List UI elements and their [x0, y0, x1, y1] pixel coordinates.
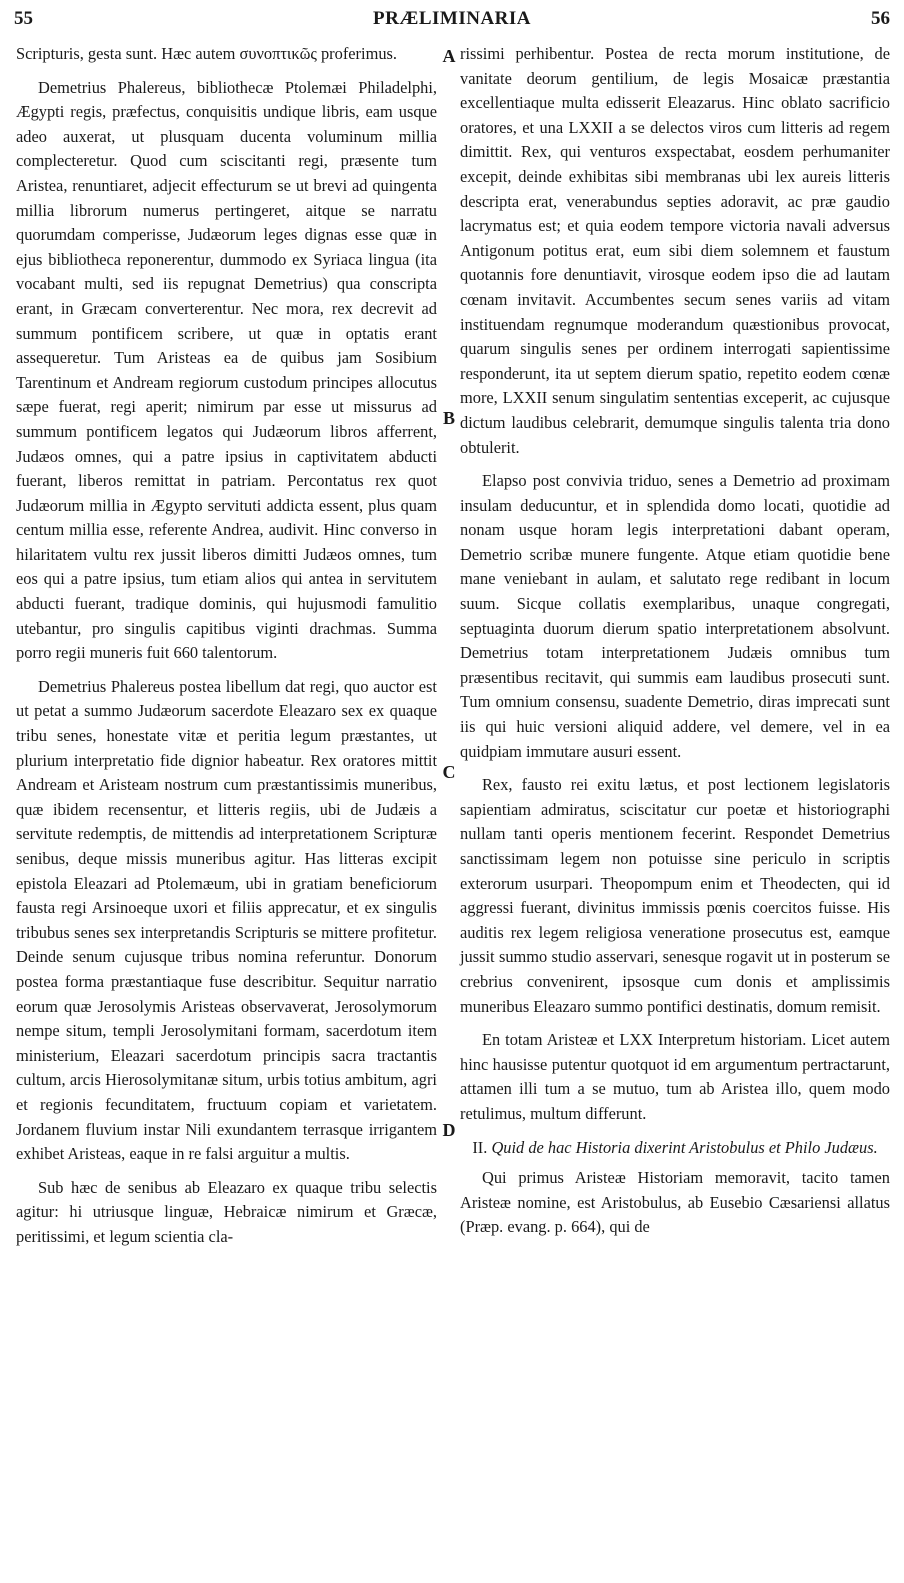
- paragraph: En totam Aristeæ et LXX Interpretum historiam. Licet autem hinc hausisse putentur quotquot id em argumentum pertractarunt, attamen illi tum a se mutuo, tum ab Aristea illo, quem modo retulimus, multum differunt.: [460, 1030, 890, 1123]
- section-heading: [460, 1136, 890, 1161]
- margin-marker-c: C: [442, 762, 456, 782]
- paragraph: Qui primus Aristeæ Historiam memoravit, tacito tamen Aristeæ nomine, est Aristobulus, ab Eusebio Cæsariensi allatus (Præp. evang. p. 664), qui de: [460, 1168, 890, 1237]
- page-number-left: 55: [14, 8, 33, 29]
- running-title: PRÆLIMINARIA: [373, 8, 531, 29]
- margin-marker-a: A: [442, 46, 456, 66]
- paragraph: Demetrius Phalereus postea libellum dat regi, quo auctor est ut petat a summo Judæorum sacerdote Eleazaro sex ex quaque tribu senes, honestate vitæ et peritia legum præstantes, ut plurium interpretatio fide dignior habeatur. Rex oratores mittit Andream et Aristeam nostrum cum præstantissimis muneribus, quæ ibidem recensentur, et litteris regiis, ubi de Judæis a servitute redemptis, de mittendis ad interpretationem Scripturæ senibus, deque missis muneribus agitur. Has litteras excipit epistola Eleazari ad Ptolemæum, ubi in gratiam beneficiorum fausta regi Arsinoeque uxori et filiis apprecatur, et ex singulis tribubus senes sex interpretandis Scripturis se mittere profitetur. Deinde senum cujusque tribus nomina referuntur. Donorum postea forma præstantiaque fuse describitur. Sequitur narratio eorum quæ Jerosolymis Aristeas observaverat, Jerosolymorum nempe situm, templi Jerosolymitani formam, sacerdotum item ministerium, Eleazari sacerdotum principis sacra tractantis cultum, arcis Hierosolymitanæ situm, urbis totius ambitum, agri et regionis fecunditatem, fructuum copiam et varietatem. Jordanem fluvium instar Nili exundantem terrasque irrigantem exhibet Aristeas, eaque in re falsi arguitur a multis.: [16, 676, 437, 1164]
- margin-marker-d: D: [442, 1120, 456, 1140]
- page-number-right: 56: [871, 8, 890, 29]
- page-header: [0, 4, 904, 34]
- section-number: II.: [472, 1137, 488, 1157]
- left-column: [16, 42, 437, 1259]
- paragraph: Sub hæc de senibus ab Eleazaro ex quaque tribu selectis agitur: hi utriusque linguæ, Hebraicæ nimirum et Græcæ, peritissimi, et legum scientia cla-: [16, 1177, 437, 1246]
- paragraph: rissimi perhibentur. Postea de recta morum institutione, de vanitate deorum gentilium, de legis Mosaicæ præstantia excellentiaque multa edisserit Eleazarus. Hinc oblato sacrificio oratores, et una LXXII a se delectos viros cum litteris ad regem dimittit. Rex, qui venturos exspectabat, eosdem perhumaniter excepit, deinde exhibitas sibi membranas ubi lex aureis litteris descripta erat, venerabundus septies adoravit, ac præ gaudio lacrymatus est; et quia eodem tempore victoria navali adversus Antigonum potitus erat, eum sibi diem solemnem et faustum quotannis fore denuntiavit, virosque eodem ipso die ad lautam cœnam invitavit. Accumbentes secum senes variis ad vitam instituendam regnumque moderandum quæstionibus provocat, quarum singulis senes per ordinem interrogati sapientissime responderunt, ita ut septem dierum spatio, repetito eodem cœnæ more, LXXII senum singulatim sententias exceperit, ac cujusque dictum laudibus celebrarit, demumque singulis talenta tria dono obtulerit.: [460, 44, 890, 457]
- section-title: Quid de hac Historia dixerint Aristobulus et Philo Judæus.: [491, 1137, 878, 1157]
- paragraph: Elapso post convivia triduo, senes a Demetrio ad proximam insulam deducuntur, et in splendida domo locati, quotidie ad nonam usque horam legis interpretationi dabant operam, Demetrio scribæ munere fungente. Atque etiam quotidie bene mane veniebant in aulam, et salutato rege redibant in locum suum. Sicque collatis exemplaribus, unaque congregati, septuaginta duorum dierum spatio interpretationem absolvunt. Demetrius totam interpretationem Judæis omnibus tum præsentibus recitavit, qui summis eam laudibus prosecuti sunt. Tum omnium consensu, suadente Demetrio, diras imprecati sunt iis qui huic versioni aliquid addere, vel demere, vel in ea quidpiam immutare ausuri essent.: [460, 471, 890, 761]
- paragraph: Rex, fausto rei exitu lætus, et post lectionem legislatoris sapientiam admiratus, sciscitatur cur poetæ et historiographi nullam tanti operis mentionem fecerint. Respondet Demetrius sanctissimam legem non potuisse sine periculo in scriptis exterorum usurpari. Theopompum enim et Theodecten, qui id aggressi fuerant, divinitus immissis pœnis coercitos fuisse. His auditis rex legem religiosa veneratione prosecutus est, eamque jussit summo studio asservari, senesque rogavit ut in posterum se crebrius convenirent, ipsosque cum donis et amplissimis muneribus Eleazaro summo pontifici destinatis, domum remisit.: [460, 775, 890, 1016]
- right-column: [460, 42, 890, 1249]
- paragraph: Demetrius Phalereus, bibliothecæ Ptolemæi Philadelphi, Ægypti regis, præfectus, conquisitis undique libris, eam usque adeo auxerat, ut plusquam ducenta voluminum millia complecteretur. Quod cum sciscitanti regi, præsente tum Aristea, renuntiaret, adjecit effecturum se ut brevi ad quingenta millia librorum numerus pertingeret, aitque se narratu quorumdam comperisse, Judæorum leges dignas esse quæ in ejus bibliotheca reponerentur, dummodo ex Syriaca lingua (ita vocabant multi, sed iis repugnat Demetrius) qua conscripta erant, in Græcam converterentur. Nec mora, rex decrevit ad summum pontificem scribere, ut quæ in optatis erant assequeretur. Tum Aristeas ea de quibus jam Sosibium Tarentinum et Andream regiorum custodum principes allocutus sæpe fuerat, regi aperit; nimirum par esse ut missurus ad summum pontificem legatos qui Judæorum libros afferrent, Judæos omnes, qui a patre ipsius in captivitatem abducti fuerant, liberos remittat in patriam. Percontatus rex quot Judæorum millia in Ægypto servituti addicta essent, plus quam centum millia esse, referente Andrea, audivit. Hinc converso in hilaritatem vultu rex jussit liberos dimitti Judæos omnes, tum eos qui a patre ipsius, tum etiam alios qui antea in servitutem abducti fuerant, tradique dominis, qui hujusmodi famulitio utebantur, pro singulis capitibus viginti drachmas. Summa porro regii muneris fuit 660 talentorum.: [16, 77, 437, 663]
- paragraph: Scripturis, gesta sunt. Hæc autem συνοπτικῶς proferimus.: [16, 44, 397, 63]
- margin-marker-b: B: [442, 408, 455, 428]
